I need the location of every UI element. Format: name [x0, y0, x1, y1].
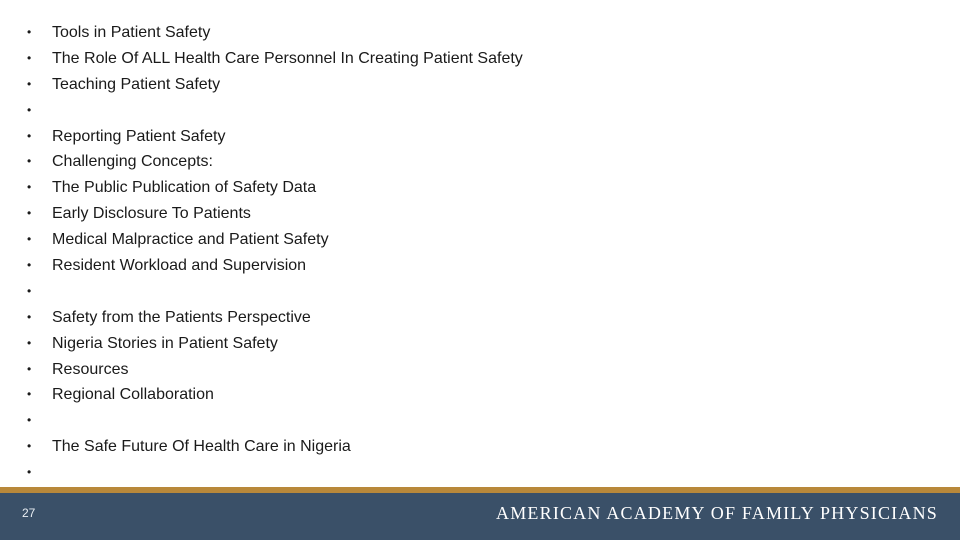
- bullet-text: Medical Malpractice and Patient Safety: [52, 231, 329, 249]
- bullet-dot-icon: •: [27, 387, 32, 402]
- bullet-text: Challenging Concepts:: [52, 153, 213, 171]
- bullet-dot-icon: •: [27, 283, 32, 298]
- bullet-dot-icon: •: [27, 206, 32, 221]
- organization-name: AMERICAN ACADEMY OF FAMILY PHYSICIANS: [496, 503, 938, 523]
- bullet-dot-icon: •: [27, 25, 32, 39]
- bullet-dot-icon: •: [27, 309, 32, 324]
- bullet-text: Resident Workload and Supervision: [52, 257, 307, 275]
- bullet-dot-icon: •: [27, 102, 32, 117]
- bullet-text: Early Disclosure To Patients: [52, 205, 251, 223]
- bullet-text: The Role Of ALL Health Care Personnel In Creating Patient Safety: [52, 49, 523, 67]
- bullet-dot-icon: •: [27, 439, 32, 454]
- bullet-text: The Safe Future Of Health Care in Nigeria: [52, 438, 351, 456]
- bullet-text: The Public Publication of Safety Data: [52, 179, 317, 197]
- bullet-dot-icon: •: [27, 361, 32, 376]
- bullet-dot-icon: •: [27, 258, 32, 273]
- page-number: 27: [22, 506, 36, 520]
- bullet-dot-icon: •: [27, 232, 32, 247]
- bullet-text: Tools in Patient Safety: [52, 24, 211, 41]
- bullet-dot-icon: •: [27, 154, 32, 169]
- bullet-text: Resources: [52, 360, 129, 378]
- bullet-dot-icon: •: [27, 413, 32, 428]
- bullet-dot-icon: •: [27, 76, 32, 91]
- bullet-dot-icon: •: [27, 335, 32, 350]
- bullet-dot-icon: •: [27, 465, 32, 480]
- bullet-text: Safety from the Patients Perspective: [52, 308, 311, 326]
- bullet-text: Nigeria Stories in Patient Safety: [52, 334, 278, 352]
- bullet-dot-icon: •: [27, 128, 32, 143]
- bullet-text: Regional Collaboration: [52, 386, 214, 404]
- bullet-dot-icon: •: [27, 50, 32, 65]
- bullet-text: Reporting Patient Safety: [52, 127, 226, 145]
- bullet-text: Teaching Patient Safety: [52, 75, 221, 93]
- bullet-dot-icon: •: [27, 180, 32, 195]
